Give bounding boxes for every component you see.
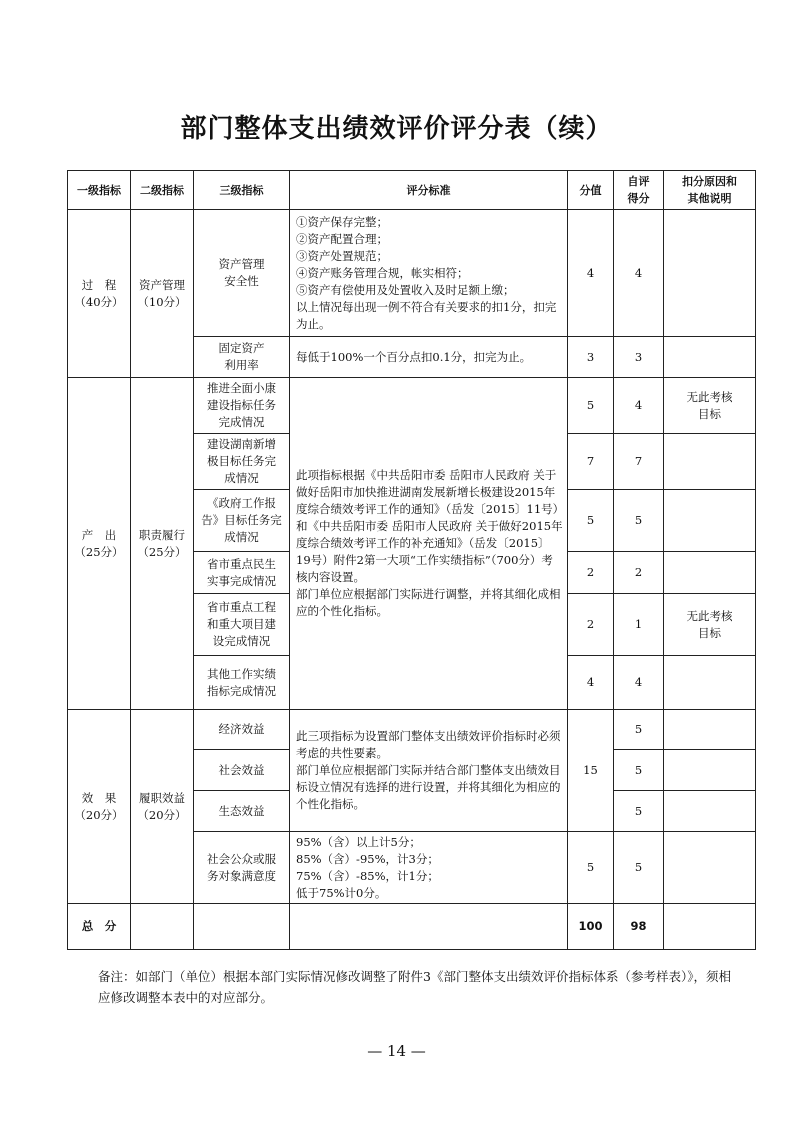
criteria-cell: 此三项指标为设置部门整体支出绩效评价指标时必须考虑的共性要素。 部门单位应根据部门实际并结合部门整体支出绩效目标设立情况有选择的进行设置，并将其细化为相应的个性化指标。 — [290, 710, 568, 832]
note-cell — [664, 656, 756, 710]
note-cell — [664, 791, 756, 832]
level3-cell: 其他工作实绩 指标完成情况 — [194, 656, 290, 710]
self-score-cell: 5 — [614, 750, 664, 791]
score-table — [67, 170, 756, 950]
level2-cell: 履职效益 （20分） — [131, 710, 194, 904]
empty-cell — [664, 904, 756, 950]
score-cell: 4 — [568, 210, 614, 337]
self-score-cell: 4 — [614, 378, 664, 434]
total-row — [68, 904, 756, 950]
level3-cell: 推进全面小康 建设指标任务 完成情况 — [194, 378, 290, 434]
level2-cell: 资产管理 （10分） — [131, 210, 194, 378]
level3-cell: 生态效益 — [194, 791, 290, 832]
header-cell: 自评 得分 — [614, 171, 664, 210]
level3-cell: 省市重点工程 和重大项目建 设完成情况 — [194, 594, 290, 656]
header-row — [68, 171, 756, 210]
table-row — [68, 378, 756, 434]
header-cell: 分值 — [568, 171, 614, 210]
score-cell: 7 — [568, 434, 614, 490]
score-cell: 15 — [568, 710, 614, 832]
note-cell — [664, 832, 756, 904]
header-cell: 评分标准 — [290, 171, 568, 210]
note-cell — [664, 337, 756, 378]
level1-cell: 过 程 （40分） — [68, 210, 131, 378]
table-row — [68, 210, 756, 337]
criteria-cell: 95%（含）以上计5分； 85%（含）-95%，计3分； 75%（含）-85%，计1分； 低于75%计0分。 — [290, 832, 568, 904]
self-score-cell: 5 — [614, 832, 664, 904]
note-cell: 无此考核 目标 — [664, 594, 756, 656]
score-cell: 2 — [568, 552, 614, 594]
level1-cell: 效 果 （20分） — [68, 710, 131, 904]
self-score-cell: 1 — [614, 594, 664, 656]
header-cell: 三级指标 — [194, 171, 290, 210]
total-self-score: 98 — [614, 904, 664, 950]
footnote: 备注：如部门（单位）根据本部门实际情况修改调整了附件3《部门整体支出绩效评价指标体系（参考样表）》，须相应修改调整本表中的对应部分。 — [98, 969, 731, 1005]
note-cell — [664, 490, 756, 552]
note-cell — [664, 552, 756, 594]
level3-cell: 社会效益 — [194, 750, 290, 791]
self-score-cell: 4 — [614, 656, 664, 710]
level3-cell: 资产管理 安全性 — [194, 210, 290, 337]
level3-cell: 经济效益 — [194, 710, 290, 750]
empty-cell — [290, 904, 568, 950]
total-score: 100 — [568, 904, 614, 950]
note-cell: 无此考核 目标 — [664, 378, 756, 434]
header-cell: 一级指标 — [68, 171, 131, 210]
empty-cell — [194, 904, 290, 950]
criteria-cell: 每低于100%一个百分点扣0.1分，扣完为止。 — [290, 337, 568, 378]
score-cell: 5 — [568, 378, 614, 434]
empty-cell — [131, 904, 194, 950]
level3-cell: 固定资产 利用率 — [194, 337, 290, 378]
level3-cell: 社会公众或服 务对象满意度 — [194, 832, 290, 904]
criteria-cell: ①资产保存完整； ②资产配置合理； ③资产处置规范； ④资产账务管理合规，帐实相符； ⑤资产有偿使用及处置收入及时足额上缴； 以上情况每出现一例不符合有关要求的扣1分，扣完为止。 — [290, 210, 568, 337]
note-cell — [664, 210, 756, 337]
level2-cell: 职责履行 （25分） — [131, 378, 194, 710]
self-score-cell: 5 — [614, 490, 664, 552]
score-cell: 4 — [568, 656, 614, 710]
level3-cell: 省市重点民生 实事完成情况 — [194, 552, 290, 594]
level3-cell: 《政府工作报 告》目标任务完 成情况 — [194, 490, 290, 552]
self-score-cell: 2 — [614, 552, 664, 594]
table-row — [68, 710, 756, 750]
self-score-cell: 7 — [614, 434, 664, 490]
self-score-cell: 5 — [614, 791, 664, 832]
note-cell — [664, 434, 756, 490]
page-number: — 14 — — [367, 1042, 426, 1060]
criteria-cell: 此项指标根据《中共岳阳市委 岳阳市人民政府 关于做好岳阳市加快推进湖南发展新增长极建设2015年度综合绩效考评工作的通知》（岳发〔2015〕11号）和《中共岳阳市委 岳阳市人民政府 关于做好2015年度综合绩效考评工作的补充通知》（岳发〔2015〕19号）附件2第一大项“工作实绩指标”（700分）考核内容设置。 部门单位应根据部门实际进行调整，并将其细化成相应的个性化指标。 — [290, 378, 568, 710]
level3-cell: 建设湖南新增 极目标任务完 成情况 — [194, 434, 290, 490]
score-cell: 5 — [568, 490, 614, 552]
header-cell: 扣分原因和 其他说明 — [664, 171, 756, 210]
score-cell: 3 — [568, 337, 614, 378]
header-cell: 二级指标 — [131, 171, 194, 210]
score-cell: 2 — [568, 594, 614, 656]
total-label: 总 分 — [68, 904, 131, 950]
note-cell — [664, 750, 756, 791]
page-title: 部门整体支出绩效评价评分表（续） — [180, 114, 613, 144]
level1-cell: 产 出 （25分） — [68, 378, 131, 710]
note-cell — [664, 710, 756, 750]
self-score-cell: 3 — [614, 337, 664, 378]
score-cell: 5 — [568, 832, 614, 904]
self-score-cell: 4 — [614, 210, 664, 337]
self-score-cell: 5 — [614, 710, 664, 750]
